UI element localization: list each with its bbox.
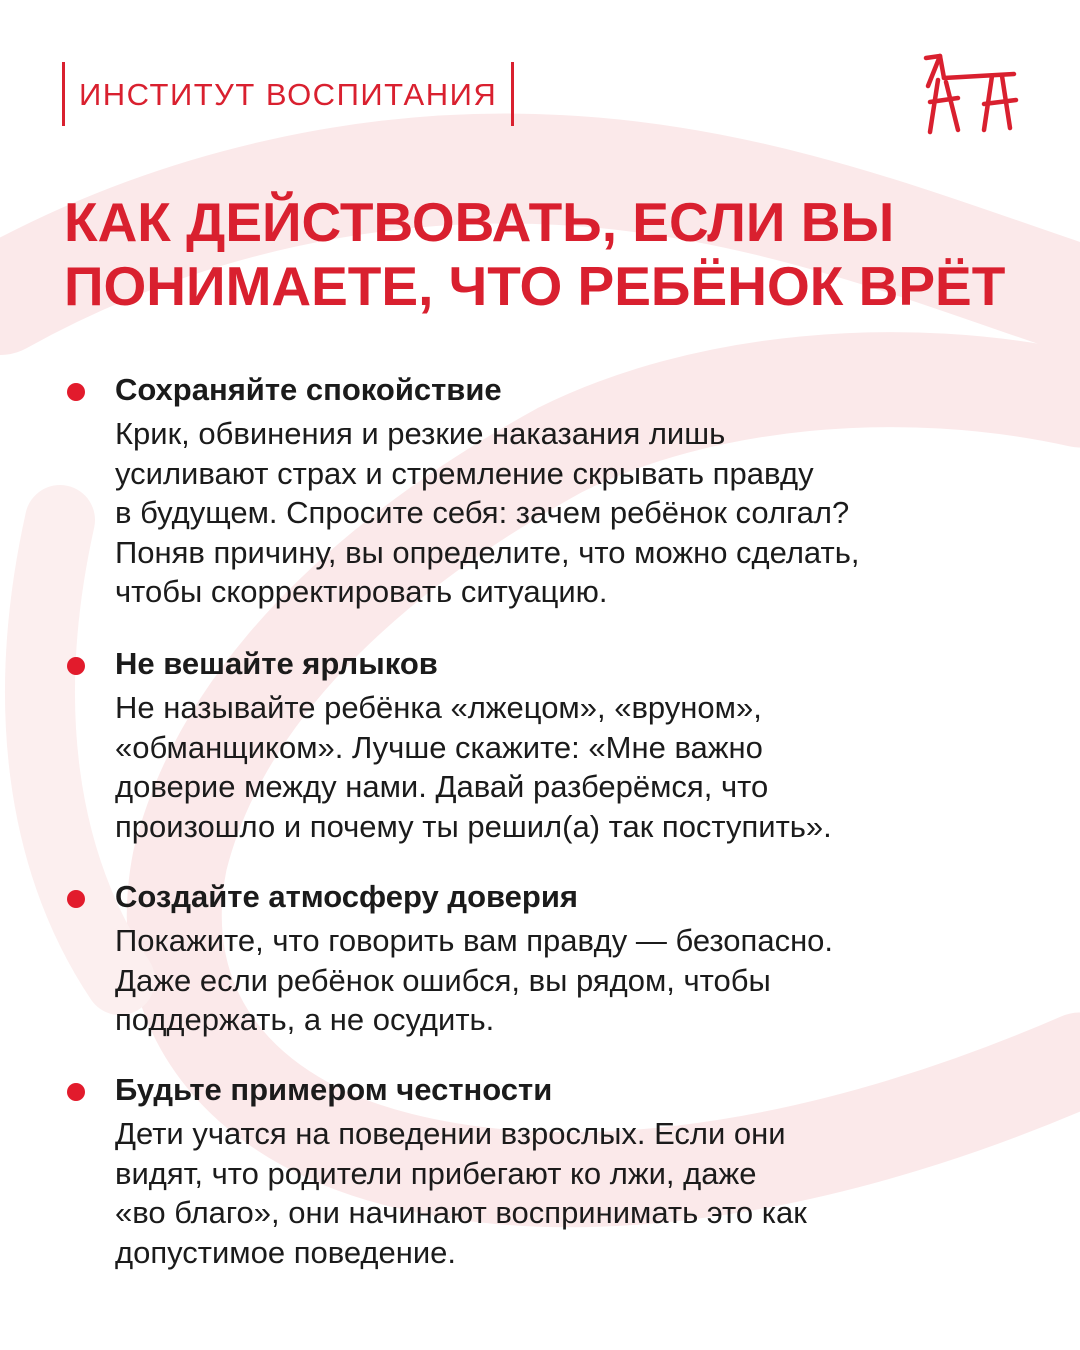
tip-heading: Не вешайте ярлыков [115,646,438,681]
tip-heading: Сохраняйте спокойствие [115,372,502,407]
tip-line: Крик, обвинения и резкие наказания лишь [115,416,726,451]
bullet-dot-icon [67,383,85,401]
tip-line: Даже если ребёнок ошибся, вы рядом, чтобы [115,962,771,998]
bullet-dot-icon [67,657,85,675]
tip-heading: Будьте примером честности [115,1072,553,1107]
bullet-dot-icon [67,1083,85,1101]
brand-label [62,62,514,126]
tip-line: видят, что родители прибегают ко лжи, даже [115,1155,757,1191]
tip-body [115,414,859,612]
tip-line: допустимое поведение. [115,1234,457,1270]
tip-line: доверие между нами. Давай разберёмся, что [115,769,769,804]
tip-line: «обманщиком». Лучше скажите: «Мне важно [115,729,763,765]
tip-heading: Создайте атмосферу доверия [115,879,578,914]
bullet-dot-icon [67,890,85,908]
title-line: КАК ДЕЙСТВОВАТЬ, ЕСЛИ ВЫ [64,191,895,253]
tip-body [115,921,833,1040]
horse-icon [918,52,1022,138]
tip-line: усиливают страх и стремление скрывать правду [115,455,814,491]
tip-line: Не называйте ребёнка «лжецом», «вруном», [115,690,762,725]
title-line: ПОНИМАЕТЕ, ЧТО РЕБЁНОК ВРЁТ [64,255,1006,317]
tip-line: поддержать, а не осудить. [115,1002,495,1037]
brand-name: ИНСТИТУТ ВОСПИТАНИЯ [79,76,498,112]
tip-body [115,688,832,846]
tip-line: Поняв причину, вы определите, что можно сделать, [115,534,860,570]
tip-line: произошло и почему ты решил(а) так поступить». [115,808,832,844]
tip-body [115,1114,807,1272]
tip-line: чтобы скорректировать ситуацию. [115,574,608,609]
tip-line: Покажите, что говорить вам правду — безопасно. [115,923,834,958]
tip-line: в будущем. Спросите себя: зачем ребёнок солгал? [115,495,850,530]
page-title [64,190,1044,318]
tip-line: «во благо», они начинают воспринимать это как [115,1195,807,1230]
tip-line: Дети учатся на поведении взрослых. Если они [115,1116,786,1151]
